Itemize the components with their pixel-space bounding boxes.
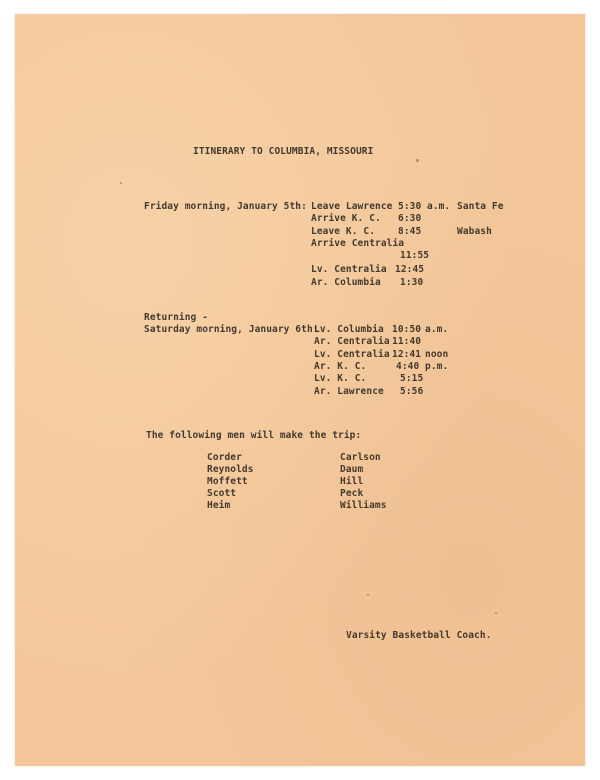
outbound-row-note: Wabash	[457, 226, 492, 237]
document-page	[15, 14, 585, 766]
roster-name: Williams	[340, 500, 387, 511]
outbound-row-action: Ar. Columbia	[311, 277, 381, 288]
roster-name: Carlson	[340, 452, 381, 463]
return-heading: Returning -	[144, 312, 209, 323]
outbound-row-suffix: a.m.	[427, 201, 451, 212]
outbound-day-label: Friday morning, January 5th:	[144, 201, 307, 212]
roster-name: Peck	[340, 488, 364, 499]
roster-name: Heim	[207, 500, 231, 511]
return-row-action: Lv. K. C.	[314, 373, 367, 384]
roster-name: Daum	[340, 464, 364, 475]
roster-name: Moffett	[207, 476, 248, 487]
document-title: ITINERARY TO COLUMBIA, MISSOURI	[193, 146, 374, 157]
paper-speck	[120, 182, 122, 184]
outbound-row-action: Lv. Centralia	[311, 264, 387, 275]
roster-name: Corder	[207, 452, 242, 463]
outbound-row-action: Leave Lawrence	[311, 201, 393, 212]
outbound-row-action: Leave K. C.	[311, 226, 376, 237]
return-day-label: Saturday morning, January 6th:	[144, 324, 319, 335]
signature-line: Varsity Basketball Coach.	[346, 630, 492, 641]
paper-speck	[367, 594, 369, 596]
return-row-action: Lv. Columbia	[314, 324, 384, 335]
return-row-time: 5:15	[400, 373, 424, 384]
return-row-action: Ar. Lawrence	[314, 386, 384, 397]
return-row-time: 4:40	[396, 361, 420, 372]
outbound-row-action: Arrive K. C.	[311, 213, 381, 224]
return-row-action: Ar. Centralia	[314, 336, 390, 347]
outbound-row-time: 11:55	[400, 250, 430, 261]
paper-speck	[416, 159, 419, 162]
return-row-suffix: noon	[425, 349, 449, 360]
outbound-row-note: Santa Fe	[457, 201, 504, 212]
return-row-time: 12:41	[392, 349, 422, 360]
roster-name: Reynolds	[207, 464, 254, 475]
outbound-row-time: 1:30	[400, 277, 424, 288]
return-row-suffix: p.m.	[425, 361, 449, 372]
roster-intro: The following men will make the trip:	[146, 430, 362, 441]
paper-speck	[495, 612, 497, 614]
outbound-row-action: Arrive Centralia	[311, 238, 405, 249]
return-row-action: Lv. Centralia	[314, 349, 390, 360]
roster-name: Hill	[340, 476, 364, 487]
return-row-action: Ar. K. C.	[314, 361, 367, 372]
outbound-row-time: 12:45	[395, 264, 425, 275]
outbound-row-time: 6:30	[398, 213, 422, 224]
return-row-time: 11:40	[392, 336, 422, 347]
outbound-row-time: 5:30	[398, 201, 422, 212]
outbound-row-time: 8:45	[398, 226, 422, 237]
roster-name: Scott	[207, 488, 237, 499]
return-row-suffix: a.m.	[425, 324, 449, 335]
return-row-time: 10:50	[392, 324, 422, 335]
return-row-time: 5:56	[400, 386, 424, 397]
